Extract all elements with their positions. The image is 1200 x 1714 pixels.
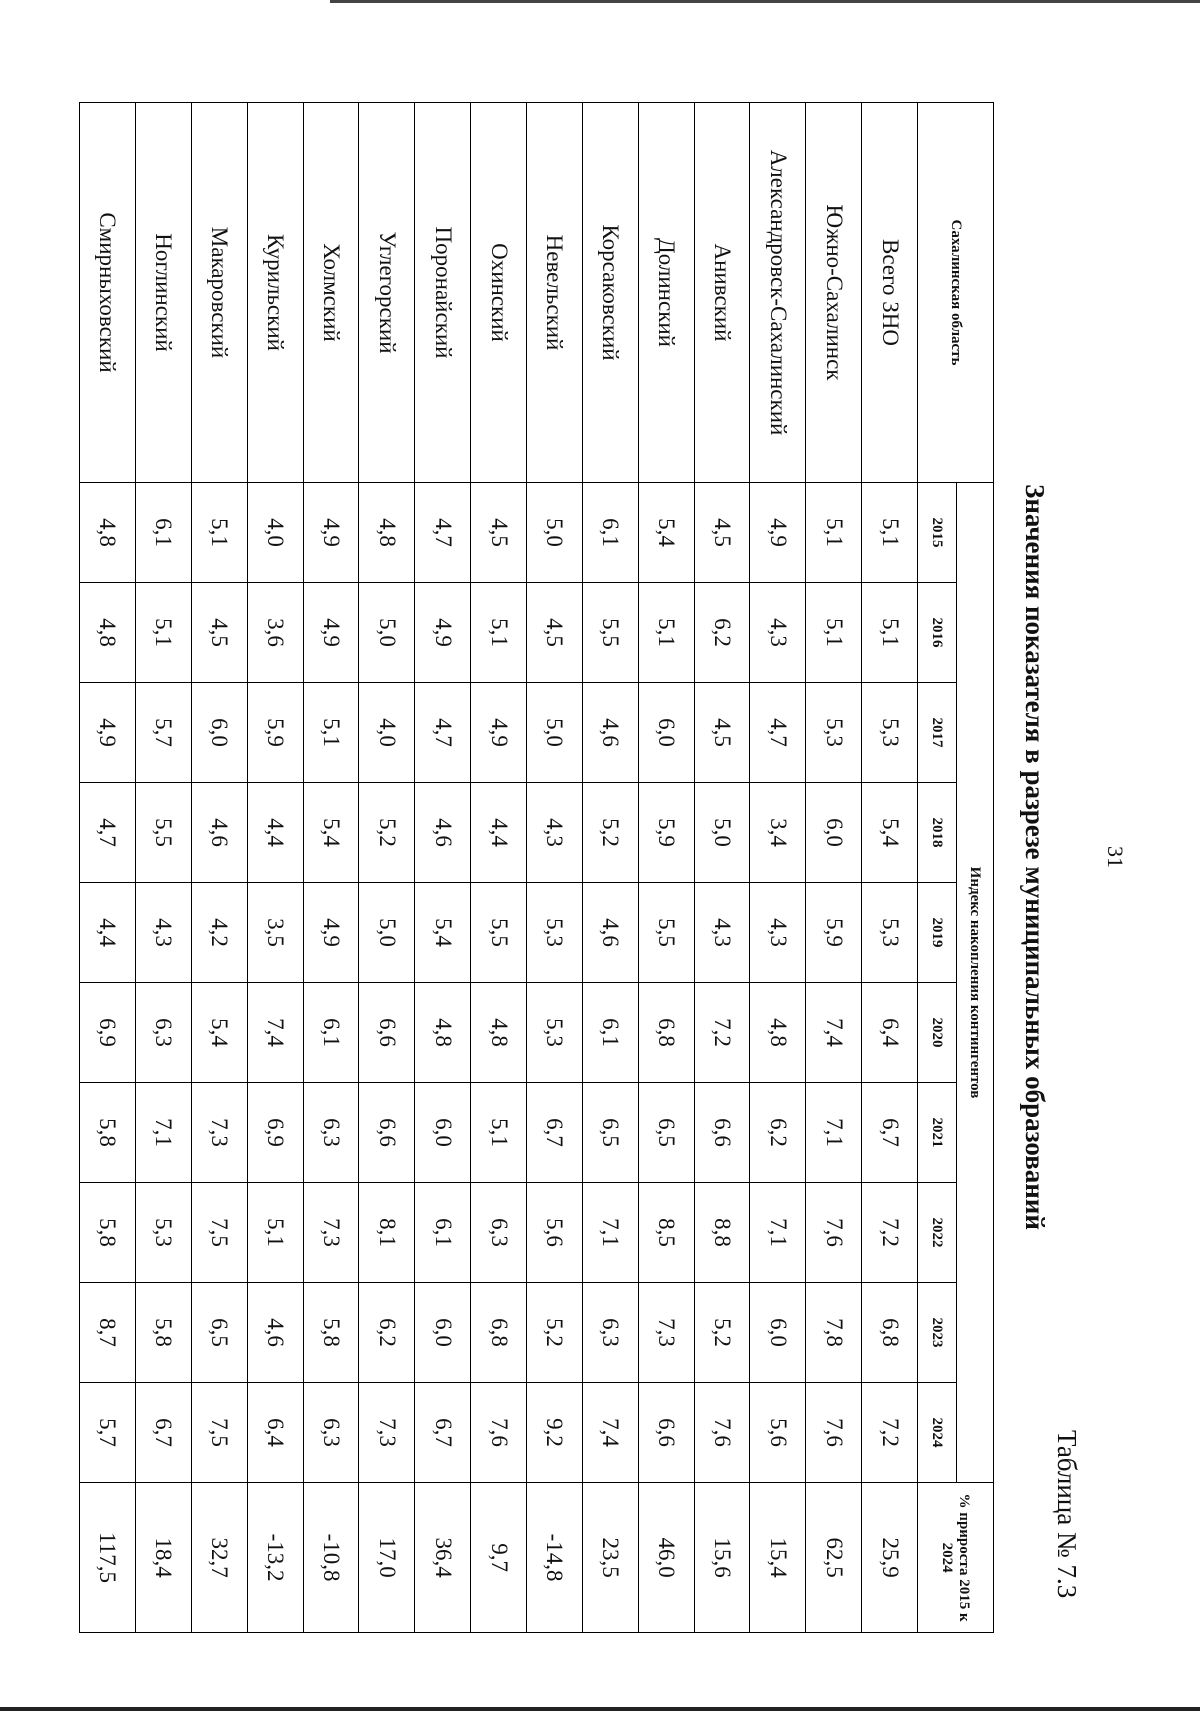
index-value-cell: 5,6	[750, 1383, 806, 1483]
header-index: Индекс накопления контингентов	[957, 483, 994, 1483]
index-value-cell: 4,9	[471, 683, 527, 783]
region-name: Ноглинский	[135, 103, 191, 483]
table-row	[582, 103, 638, 1633]
index-value-cell: 6,1	[135, 483, 191, 583]
index-value-cell: 4,7	[415, 483, 471, 583]
index-value-cell: 5,2	[694, 1283, 750, 1383]
region-name: Невельский	[526, 103, 582, 483]
page-number: 31	[1103, 846, 1128, 868]
index-value-cell: 5,5	[582, 583, 638, 683]
header-year: 2021	[918, 1083, 957, 1183]
table-row	[471, 103, 527, 1633]
growth-value-cell: 9,7	[471, 1483, 527, 1633]
index-value-cell: 6,0	[191, 683, 247, 783]
growth-value-cell: 17,0	[359, 1483, 415, 1633]
growth-value-cell: 25,9	[862, 1483, 918, 1633]
index-value-cell: 5,1	[135, 583, 191, 683]
index-value-cell: 6,3	[303, 1383, 359, 1483]
header-year: 2024	[918, 1383, 957, 1483]
index-value-cell: 7,6	[471, 1383, 527, 1483]
index-value-cell: 6,8	[638, 983, 694, 1083]
header-year: 2019	[918, 883, 957, 983]
index-value-cell: 6,1	[582, 483, 638, 583]
index-value-cell: 4,8	[471, 983, 527, 1083]
index-value-cell: 6,7	[862, 1083, 918, 1183]
index-value-cell: 4,6	[415, 783, 471, 883]
index-value-cell: 5,5	[471, 883, 527, 983]
index-value-cell: 7,1	[806, 1083, 862, 1183]
header-year: 2015	[918, 483, 957, 583]
index-value-cell: 6,7	[415, 1383, 471, 1483]
region-name: Холмский	[303, 103, 359, 483]
index-value-cell: 6,4	[247, 1383, 303, 1483]
index-value-cell: 5,8	[80, 1183, 136, 1283]
indicator-table	[79, 102, 994, 1633]
index-value-cell: 6,7	[135, 1383, 191, 1483]
growth-value-cell: 23,5	[582, 1483, 638, 1633]
index-value-cell: 4,7	[750, 683, 806, 783]
index-value-cell: 6,6	[359, 1083, 415, 1183]
index-value-cell: 5,1	[471, 583, 527, 683]
growth-value-cell: -10,8	[303, 1483, 359, 1633]
index-value-cell: 4,9	[303, 483, 359, 583]
growth-value-cell: 36,4	[415, 1483, 471, 1633]
index-value-cell: 5,3	[526, 883, 582, 983]
index-value-cell: 6,5	[191, 1283, 247, 1383]
index-value-cell: 5,1	[471, 1083, 527, 1183]
index-value-cell: 6,8	[862, 1283, 918, 1383]
table-title: Значения показателя в разрезе муниципальных образований	[1020, 484, 1050, 1230]
table-row	[862, 103, 918, 1633]
index-value-cell: 5,3	[526, 983, 582, 1083]
region-name: Корсаковский	[582, 103, 638, 483]
index-value-cell: 6,5	[582, 1083, 638, 1183]
index-value-cell: 5,3	[862, 883, 918, 983]
index-value-cell: 9,2	[526, 1383, 582, 1483]
index-value-cell: 7,4	[806, 983, 862, 1083]
table-row	[135, 103, 191, 1633]
index-value-cell: 5,9	[638, 783, 694, 883]
index-value-cell: 4,8	[80, 583, 136, 683]
index-value-cell: 5,2	[582, 783, 638, 883]
index-value-cell: 4,8	[80, 483, 136, 583]
table-row	[415, 103, 471, 1633]
index-value-cell: 4,6	[582, 883, 638, 983]
index-value-cell: 6,3	[303, 1083, 359, 1183]
growth-value-cell: -14,8	[526, 1483, 582, 1633]
index-value-cell: 4,5	[526, 583, 582, 683]
index-value-cell: 8,8	[694, 1183, 750, 1283]
table-row	[247, 103, 303, 1633]
index-value-cell: 6,6	[694, 1083, 750, 1183]
index-value-cell: 5,2	[526, 1283, 582, 1383]
index-value-cell: 6,8	[471, 1283, 527, 1383]
table-row	[80, 103, 136, 1633]
index-value-cell: 5,4	[862, 783, 918, 883]
index-value-cell: 7,1	[750, 1183, 806, 1283]
index-value-cell: 4,9	[303, 883, 359, 983]
index-value-cell: 4,5	[694, 683, 750, 783]
index-value-cell: 4,5	[694, 483, 750, 583]
index-value-cell: 4,4	[80, 883, 136, 983]
index-value-cell: 6,3	[471, 1183, 527, 1283]
index-value-cell: 4,5	[191, 583, 247, 683]
header-year: 2022	[918, 1183, 957, 1283]
header-growth: % прироста 2015 к 2024	[918, 1483, 994, 1633]
index-value-cell: 5,1	[806, 583, 862, 683]
index-value-cell: 7,3	[359, 1383, 415, 1483]
index-value-cell: 5,9	[806, 883, 862, 983]
header-year: 2017	[918, 683, 957, 783]
index-value-cell: 7,6	[806, 1183, 862, 1283]
growth-value-cell: -13,2	[247, 1483, 303, 1633]
table-row	[638, 103, 694, 1633]
index-value-cell: 8,5	[638, 1183, 694, 1283]
index-value-cell: 7,1	[582, 1183, 638, 1283]
index-value-cell: 4,3	[526, 783, 582, 883]
table-header	[918, 103, 994, 1633]
table-label: Таблица № 7.3	[1052, 1430, 1082, 1599]
index-value-cell: 5,3	[862, 683, 918, 783]
index-value-cell: 5,0	[694, 783, 750, 883]
index-value-cell: 5,5	[135, 783, 191, 883]
header-year: 2018	[918, 783, 957, 883]
index-value-cell: 3,5	[247, 883, 303, 983]
index-value-cell: 5,1	[862, 583, 918, 683]
index-value-cell: 6,0	[806, 783, 862, 883]
index-value-cell: 6,0	[638, 683, 694, 783]
index-value-cell: 4,3	[694, 883, 750, 983]
index-value-cell: 7,2	[694, 983, 750, 1083]
index-value-cell: 6,2	[694, 583, 750, 683]
index-value-cell: 6,2	[359, 1283, 415, 1383]
index-value-cell: 4,3	[750, 583, 806, 683]
index-value-cell: 5,0	[359, 583, 415, 683]
index-value-cell: 5,4	[638, 483, 694, 583]
index-value-cell: 5,7	[80, 1383, 136, 1483]
index-value-cell: 4,7	[415, 683, 471, 783]
index-value-cell: 3,4	[750, 783, 806, 883]
index-value-cell: 5,1	[191, 483, 247, 583]
index-value-cell: 5,7	[135, 683, 191, 783]
table-row	[806, 103, 862, 1633]
index-value-cell: 6,5	[638, 1083, 694, 1183]
index-value-cell: 7,3	[638, 1283, 694, 1383]
index-value-cell: 7,5	[191, 1383, 247, 1483]
region-name: Поронайский	[415, 103, 471, 483]
table-row	[191, 103, 247, 1633]
index-value-cell: 4,6	[582, 683, 638, 783]
region-name: Охинский	[471, 103, 527, 483]
index-value-cell: 4,9	[415, 583, 471, 683]
index-value-cell: 3,6	[247, 583, 303, 683]
index-value-cell: 4,8	[415, 983, 471, 1083]
region-name: Всего ЗНО	[862, 103, 918, 483]
region-name: Анивский	[694, 103, 750, 483]
index-value-cell: 7,6	[694, 1383, 750, 1483]
index-value-cell: 5,4	[415, 883, 471, 983]
index-value-cell: 5,6	[526, 1183, 582, 1283]
index-value-cell: 7,2	[862, 1383, 918, 1483]
index-value-cell: 5,5	[638, 883, 694, 983]
growth-value-cell: 46,0	[638, 1483, 694, 1633]
index-value-cell: 7,5	[191, 1183, 247, 1283]
table-row	[303, 103, 359, 1633]
table-row	[694, 103, 750, 1633]
index-value-cell: 4,6	[191, 783, 247, 883]
index-value-cell: 6,4	[862, 983, 918, 1083]
index-value-cell: 5,8	[80, 1083, 136, 1183]
growth-value-cell: 117,5	[80, 1483, 136, 1633]
index-value-cell: 7,2	[862, 1183, 918, 1283]
table-row	[750, 103, 806, 1633]
index-value-cell: 5,3	[135, 1183, 191, 1283]
index-value-cell: 4,5	[471, 483, 527, 583]
header-year: 2020	[918, 983, 957, 1083]
index-value-cell: 6,2	[750, 1083, 806, 1183]
index-value-cell: 6,6	[359, 983, 415, 1083]
table-row	[526, 103, 582, 1633]
index-value-cell: 5,0	[359, 883, 415, 983]
index-value-cell: 6,7	[526, 1083, 582, 1183]
index-value-cell: 5,1	[247, 1183, 303, 1283]
index-value-cell: 8,1	[359, 1183, 415, 1283]
table-row	[359, 103, 415, 1633]
index-value-cell: 4,7	[80, 783, 136, 883]
index-value-cell: 4,4	[247, 783, 303, 883]
index-value-cell: 6,0	[415, 1083, 471, 1183]
index-value-cell: 6,1	[582, 983, 638, 1083]
index-value-cell: 5,3	[806, 683, 862, 783]
index-value-cell: 5,8	[303, 1283, 359, 1383]
index-value-cell: 5,2	[359, 783, 415, 883]
header-year: 2023	[918, 1283, 957, 1383]
region-name: Макаровский	[191, 103, 247, 483]
index-value-cell: 4,0	[247, 483, 303, 583]
index-value-cell: 8,7	[80, 1283, 136, 1383]
index-value-cell: 6,0	[750, 1283, 806, 1383]
index-value-cell: 5,4	[303, 783, 359, 883]
growth-value-cell: 62,5	[806, 1483, 862, 1633]
index-value-cell: 4,3	[750, 883, 806, 983]
index-value-cell: 4,2	[191, 883, 247, 983]
index-value-cell: 5,9	[247, 683, 303, 783]
region-name: Долинский	[638, 103, 694, 483]
index-value-cell: 7,6	[806, 1383, 862, 1483]
region-name: Александровск-Сахалинский	[750, 103, 806, 483]
index-value-cell: 5,4	[191, 983, 247, 1083]
table-body	[80, 103, 918, 1633]
index-value-cell: 4,9	[80, 683, 136, 783]
index-value-cell: 6,1	[415, 1183, 471, 1283]
index-value-cell: 5,1	[862, 483, 918, 583]
index-value-cell: 7,8	[806, 1283, 862, 1383]
growth-value-cell: 15,4	[750, 1483, 806, 1633]
index-value-cell: 6,3	[135, 983, 191, 1083]
index-value-cell: 7,3	[191, 1083, 247, 1183]
index-value-cell: 7,3	[303, 1183, 359, 1283]
index-value-cell: 6,1	[303, 983, 359, 1083]
index-value-cell: 4,8	[750, 983, 806, 1083]
region-name: Смирныховский	[80, 103, 136, 483]
region-name: Южно-Сахалинск	[806, 103, 862, 483]
growth-value-cell: 18,4	[135, 1483, 191, 1633]
index-value-cell: 5,0	[526, 483, 582, 583]
header-region: Сахалинская область	[918, 103, 994, 483]
region-name: Углегорский	[359, 103, 415, 483]
index-value-cell: 4,4	[471, 783, 527, 883]
index-value-cell: 4,3	[135, 883, 191, 983]
index-value-cell: 4,8	[359, 483, 415, 583]
index-value-cell: 4,0	[359, 683, 415, 783]
index-value-cell: 5,1	[638, 583, 694, 683]
growth-value-cell: 32,7	[191, 1483, 247, 1633]
index-value-cell: 7,4	[582, 1383, 638, 1483]
index-value-cell: 5,1	[303, 683, 359, 783]
index-value-cell: 4,9	[303, 583, 359, 683]
growth-value-cell: 15,6	[694, 1483, 750, 1633]
index-value-cell: 6,9	[80, 983, 136, 1083]
index-value-cell: 7,1	[135, 1083, 191, 1183]
index-value-cell: 4,9	[750, 483, 806, 583]
index-value-cell: 5,0	[526, 683, 582, 783]
header-year: 2016	[918, 583, 957, 683]
index-value-cell: 5,1	[806, 483, 862, 583]
index-value-cell: 6,9	[247, 1083, 303, 1183]
index-value-cell: 6,6	[638, 1383, 694, 1483]
region-name: Курильский	[247, 103, 303, 483]
index-value-cell: 7,4	[247, 983, 303, 1083]
index-value-cell: 4,6	[247, 1283, 303, 1383]
index-value-cell: 5,8	[135, 1283, 191, 1383]
index-value-cell: 6,0	[415, 1283, 471, 1383]
index-value-cell: 6,3	[582, 1283, 638, 1383]
